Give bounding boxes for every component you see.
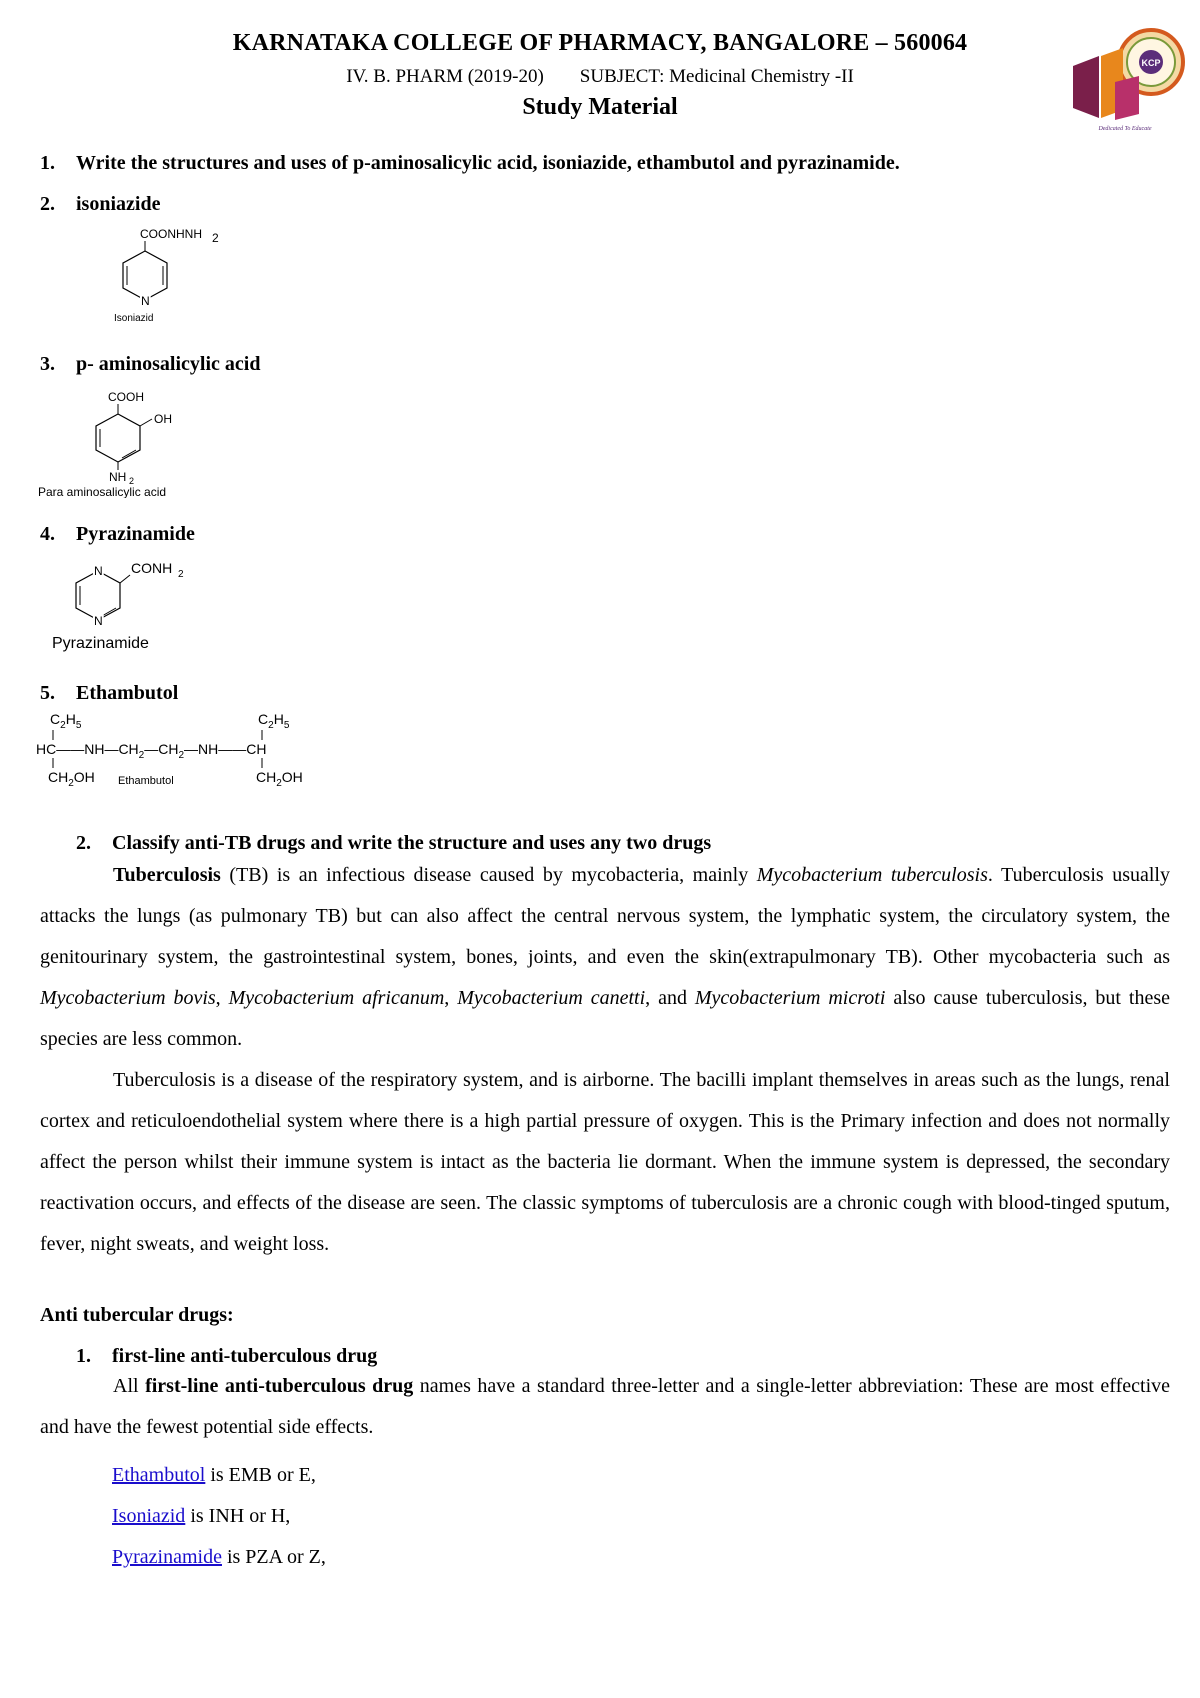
logo-text: KCP [1141, 58, 1161, 68]
bold-term: first-line anti-tuberculous drug [145, 1375, 414, 1397]
abbreviation-pyrazinamide [112, 1546, 326, 1569]
isoniazid-group: COONHNH [140, 227, 202, 241]
text-run: , [215, 987, 229, 1009]
item-pas [40, 353, 260, 376]
pyrazinamide-caption: Pyrazinamide [52, 635, 149, 652]
species-name: Mycobacterium canetti [457, 987, 646, 1009]
ethambutol-structure [36, 708, 396, 818]
item-title: p- aminosalicylic acid [76, 353, 261, 375]
pyrazinamide-link[interactable]: Pyrazinamide [112, 1546, 222, 1568]
ethambutol-ch2oh-left: $CH_2OH$ [48, 769, 95, 789]
pyrazinamide-group: CONH [131, 560, 173, 576]
species-name: Mycobacterium bovis [40, 987, 216, 1009]
abbreviation-text: is EMB or E, [205, 1464, 316, 1486]
isoniazid-subscript: 2 [212, 231, 219, 245]
item-ethambutol [40, 682, 178, 705]
pas-subscript: 2 [129, 476, 135, 486]
abbreviation-ethambutol [112, 1464, 316, 1487]
text-run: names have a standard three-letter and a single-letter abbreviation: These are most effective and have the fewest potential side effects. [40, 1375, 1171, 1438]
isoniazid-link[interactable]: Isoniazid [112, 1505, 186, 1527]
text-run: , [444, 987, 458, 1009]
pyrazinamide-subscript: 2 [178, 569, 184, 580]
course-subject-line [0, 66, 1200, 88]
item-title: Pyrazinamide [76, 523, 195, 545]
tb-term: Tuberculosis [113, 864, 221, 886]
pyrazinamide-ring [76, 571, 120, 620]
ethambutol-ethyl-left: $C_2H_5$ [50, 711, 82, 731]
ethambutol-ethyl-right: $C_2H_5$ [258, 711, 290, 731]
section-2-heading [76, 832, 711, 855]
first-line-paragraph [40, 1366, 1170, 1448]
abbreviation-text: is INH or H, [185, 1505, 291, 1527]
item-number: 4. [40, 523, 55, 545]
species-name: Mycobacterium microti [694, 987, 886, 1009]
pas-nh: NH [109, 470, 127, 484]
college-title: KARNATAKA COLLEGE OF PHARMACY, BANGALORE – 560064 [232, 30, 968, 56]
item-number: 5. [40, 682, 55, 704]
ethambutol-ch2oh-right: $CH_2OH$ [256, 769, 303, 789]
question-text: Write the structures and uses of p-aminosalicylic acid, isoniazide, ethambutol and pyrazinamide. [76, 152, 900, 174]
ethambutol-link[interactable]: Ethambutol [112, 1464, 206, 1486]
subject-label: SUBJECT: Medicinal Chemistry -II [579, 66, 854, 87]
item-number: 3. [40, 353, 55, 375]
section-title: Classify anti-TB drugs and write the structure and uses any two drugs [112, 832, 712, 854]
subsection-number: 1. [76, 1345, 91, 1367]
abbreviation-isoniazid [112, 1505, 290, 1528]
ethambutol-chain: $HC——NH—CH_2—CH_2—NH——CH$ [36, 741, 267, 761]
item-title: isoniazide [76, 193, 161, 215]
college-logo [1065, 22, 1185, 132]
logo-right-panel [1115, 76, 1139, 120]
pyrazinamide-side-bond [120, 575, 130, 583]
isoniazid-nitrogen: N [141, 294, 150, 308]
text-run: also cause tuberculosis, but these species are less common. [40, 987, 1171, 1050]
section-number: 2. [76, 832, 91, 854]
pas-cooh: COOH [108, 390, 144, 404]
text-run: . Tuberculosis usually attacks the lungs (as pulmonary TB) but can also affect the central nervous system, the lymphatic system, the circulatory system, the genitourinary system, the gastrointestinal system, bones, joints, and even the skin(extrapulmonary TB). Other mycobacteria such as [40, 864, 1170, 968]
logo-left-panel [1073, 56, 1099, 118]
pas-caption: Para aminosalicylic acid [38, 485, 167, 498]
abbreviation-text: is PZA or Z, [221, 1546, 326, 1568]
ethambutol-caption: Ethambutol [118, 775, 174, 787]
pyrazinamide-n2: N [94, 614, 103, 628]
pyrazinamide-structure [48, 555, 248, 690]
item-pyrazinamide [40, 523, 195, 546]
tb-intro-paragraph [40, 855, 1170, 1060]
pyrazinamide-n1: N [94, 564, 103, 578]
text-run: All [113, 1375, 146, 1397]
question-number: 1. [40, 152, 55, 174]
isoniazid-ring [123, 251, 167, 300]
logo-tagline: Dedicated To Educate [1098, 126, 1152, 132]
anti-tb-heading: Anti tubercular drugs: [40, 1304, 234, 1326]
text-run: , and [645, 987, 695, 1009]
question-1 [40, 152, 900, 175]
pas-structure [38, 388, 238, 498]
isoniazid-caption: Isoniazid [114, 313, 154, 324]
isoniazid-structure [100, 226, 260, 336]
species-name: Mycobacterium tuberculosis [756, 864, 988, 886]
subsection-title: first-line anti-tuberculous drug [112, 1345, 378, 1367]
pas-oh: OH [154, 412, 172, 426]
species-name: Mycobacterium africanum [228, 987, 445, 1009]
pas-oh-bond [140, 419, 152, 426]
item-title: Ethambutol [76, 682, 179, 704]
text-run: (TB) is an infectious disease caused by mycobacteria, mainly [220, 864, 757, 886]
tb-pathology-paragraph: Tuberculosis is a disease of the respiratory system, and is airborne. The bacilli implant themselves in areas such as the lungs, renal cortex and reticuloendothelial system where there is a high partial pressure of oxygen. This is the Primary infection and does not normally affect the person whilst their immune system is intact as the bacteria lie dormant. When the immune system is depressed, the secondary reactivation occurs, and effects of the disease are seen. The classic symptoms of tuberculosis are a chronic cough with blood-tinged sputum, fever, night sweats, and weight loss. [40, 1069, 1170, 1255]
course-label: IV. B. PHARM (2019-20) [346, 66, 544, 87]
item-number: 2. [40, 193, 55, 215]
first-line-heading [76, 1345, 377, 1368]
pas-ring [96, 414, 140, 462]
study-material-heading: Study Material [522, 94, 678, 120]
item-isoniazide [40, 193, 160, 216]
